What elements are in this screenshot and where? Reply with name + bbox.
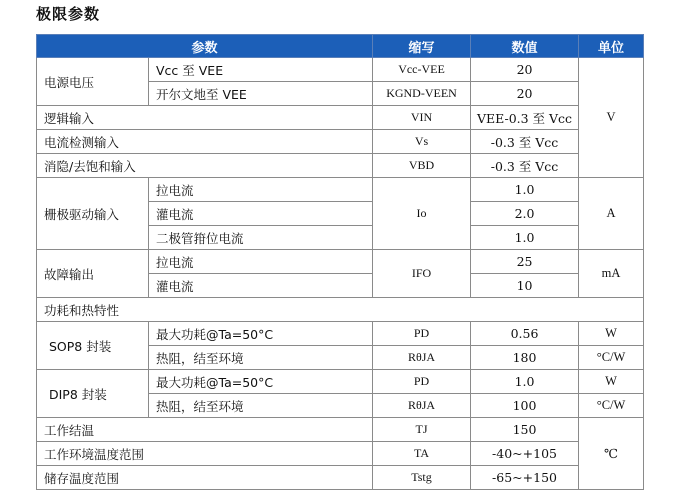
- dip8-val-2: 100: [471, 394, 579, 418]
- header-value: 数值: [471, 35, 579, 58]
- unit-celsius: ℃: [579, 418, 644, 490]
- gate-sub-1: 拉电流: [149, 178, 373, 202]
- current-detect-sym: Vs: [373, 130, 471, 154]
- gate-sub-2: 灌电流: [149, 202, 373, 226]
- absolute-maximum-ratings-table: [36, 34, 644, 490]
- dip8-unit-1: W: [579, 370, 644, 394]
- fault-val-1: 25: [471, 250, 579, 274]
- sop8-val-1: 0.56: [471, 322, 579, 346]
- storage-temp-val: -65~+150: [471, 466, 579, 490]
- junction-temp-label: 工作结温: [37, 418, 373, 442]
- fault-sym: IFO: [373, 250, 471, 298]
- current-detect-val: -0.3 至 Vcc: [471, 130, 579, 154]
- power-val-1: 20: [471, 58, 579, 82]
- sop8-sub-2: 热阻，结至环境: [149, 346, 373, 370]
- unit-v: V: [579, 58, 644, 178]
- page-title: 极限参数: [36, 5, 101, 23]
- blank-desat-label: 消隐/去饱和输入: [37, 154, 373, 178]
- table-row: [37, 370, 644, 394]
- gate-sub-3: 二极管箝位电流: [149, 226, 373, 250]
- dip8-unit-2: °C/W: [579, 394, 644, 418]
- junction-temp-val: 150: [471, 418, 579, 442]
- sop8-label: SOP8 封装: [37, 322, 149, 370]
- table-row: [37, 130, 644, 154]
- gate-val-2: 2.0: [471, 202, 579, 226]
- ambient-temp-sym: TA: [373, 442, 471, 466]
- table-row: [37, 466, 644, 490]
- dip8-sym-2: RθJA: [373, 394, 471, 418]
- logic-input-sym: VIN: [373, 106, 471, 130]
- blank-desat-sym: VBD: [373, 154, 471, 178]
- power-sub-1: Vcc 至 VEE: [149, 58, 373, 82]
- fault-sub-2: 灌电流: [149, 274, 373, 298]
- sop8-sym-1: PD: [373, 322, 471, 346]
- table-row: [37, 442, 644, 466]
- dip8-val-1: 1.0: [471, 370, 579, 394]
- table-row: [37, 106, 644, 130]
- table-row: [37, 322, 644, 346]
- header-param: 参数: [37, 35, 373, 58]
- power-supply-label: 电源电压: [37, 58, 149, 106]
- table-row: [37, 178, 644, 202]
- power-thermal-section: 功耗和热特性: [37, 298, 644, 322]
- dip8-label: DIP8 封装: [37, 370, 149, 418]
- power-val-2: 20: [471, 82, 579, 106]
- fault-unit: mA: [579, 250, 644, 298]
- table-row: [37, 418, 644, 442]
- logic-input-val: VEE-0.3 至 Vcc: [471, 106, 579, 130]
- fault-sub-1: 拉电流: [149, 250, 373, 274]
- current-detect-label: 电流检测输入: [37, 130, 373, 154]
- table-row: [37, 58, 644, 82]
- gate-unit: A: [579, 178, 644, 250]
- power-sym-1: Vcc-VEE: [373, 58, 471, 82]
- sop8-unit-1: W: [579, 322, 644, 346]
- junction-temp-sym: TJ: [373, 418, 471, 442]
- table-header-row: [37, 35, 644, 58]
- header-unit: 单位: [579, 35, 644, 58]
- table-row: [37, 154, 644, 178]
- table-row: [37, 298, 644, 322]
- fault-val-2: 10: [471, 274, 579, 298]
- dip8-sub-1: 最大功耗@Ta=50°C: [149, 370, 373, 394]
- power-sym-2: KGND-VEEN: [373, 82, 471, 106]
- logic-input-label: 逻辑输入: [37, 106, 373, 130]
- ambient-temp-label: 工作环境温度范围: [37, 442, 373, 466]
- blank-desat-val: -0.3 至 Vcc: [471, 154, 579, 178]
- fault-output-label: 故障输出: [37, 250, 149, 298]
- gate-val-3: 1.0: [471, 226, 579, 250]
- sop8-val-2: 180: [471, 346, 579, 370]
- dip8-sym-1: PD: [373, 370, 471, 394]
- sop8-sym-2: RθJA: [373, 346, 471, 370]
- storage-temp-label: 储存温度范围: [37, 466, 373, 490]
- ambient-temp-val: -40~+105: [471, 442, 579, 466]
- storage-temp-sym: Tstg: [373, 466, 471, 490]
- table-row: [37, 250, 644, 274]
- gate-val-1: 1.0: [471, 178, 579, 202]
- gate-drive-label: 栅极驱动输入: [37, 178, 149, 250]
- dip8-sub-2: 热阻，结至环境: [149, 394, 373, 418]
- sop8-unit-2: °C/W: [579, 346, 644, 370]
- power-sub-2: 开尔文地至 VEE: [149, 82, 373, 106]
- header-abbr: 缩写: [373, 35, 471, 58]
- gate-sym: Io: [373, 178, 471, 250]
- sop8-sub-1: 最大功耗@Ta=50°C: [149, 322, 373, 346]
